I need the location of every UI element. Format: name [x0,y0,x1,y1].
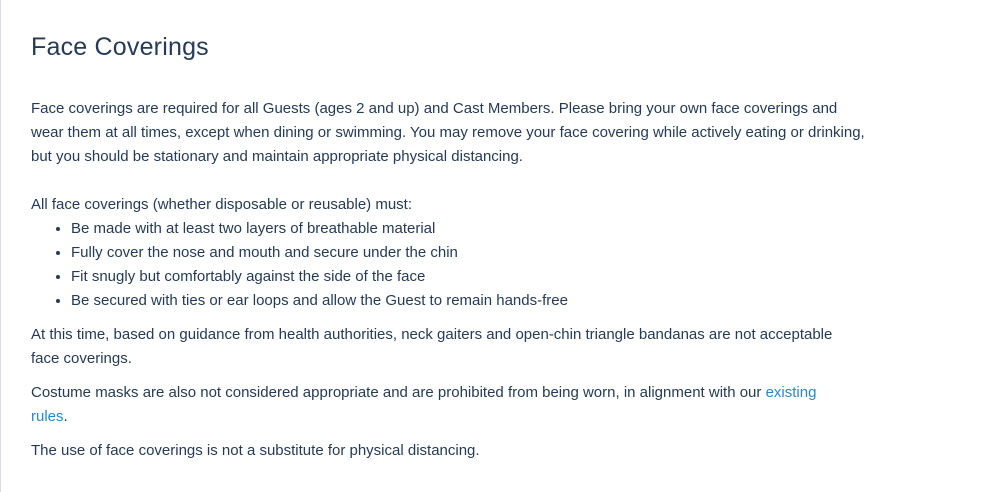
face-coverings-section [31,32,911,463]
requirements-lead: All face coverings (whether disposable or reusable) must: [31,196,413,213]
list-item: • Fit snugly but comfortably against the side of the face [71,265,911,289]
not-acceptable-paragraph: At this time, based on guidance from health authorities, neck gaiters and open-chin triangle bandanas are not acceptable face coverings. [31,326,833,367]
existing-rules-link[interactable]: existing rules [31,384,817,425]
left-border [0,0,1,492]
list-item: • Be made with at least two layers of breathable material [71,217,911,241]
costume-paragraph [31,381,851,429]
intro-paragraph: Face coverings are required for all Guests (ages 2 and up) and Cast Members. Please bring your own face coverings and wear them at all times, except when dining or swimming. You may remove your face covering while actively eating or drinking, but you should be stationary and maintain appropriate physical distancing. [31,100,865,165]
requirements-list [31,217,911,313]
section-title: Face Coverings [31,33,209,61]
list-item: • Fully cover the nose and mouth and secure under the chin [71,241,911,265]
costume-end: . [63,408,68,425]
list-item: • Be secured with ties or ear loops and allow the Guest to remain hands-free [71,289,911,313]
costume-text: Costume masks are also not considered appropriate and are prohibited from being worn, in alignment with our [31,384,766,401]
distancing-paragraph: The use of face coverings is not a substitute for physical distancing. [31,442,480,459]
